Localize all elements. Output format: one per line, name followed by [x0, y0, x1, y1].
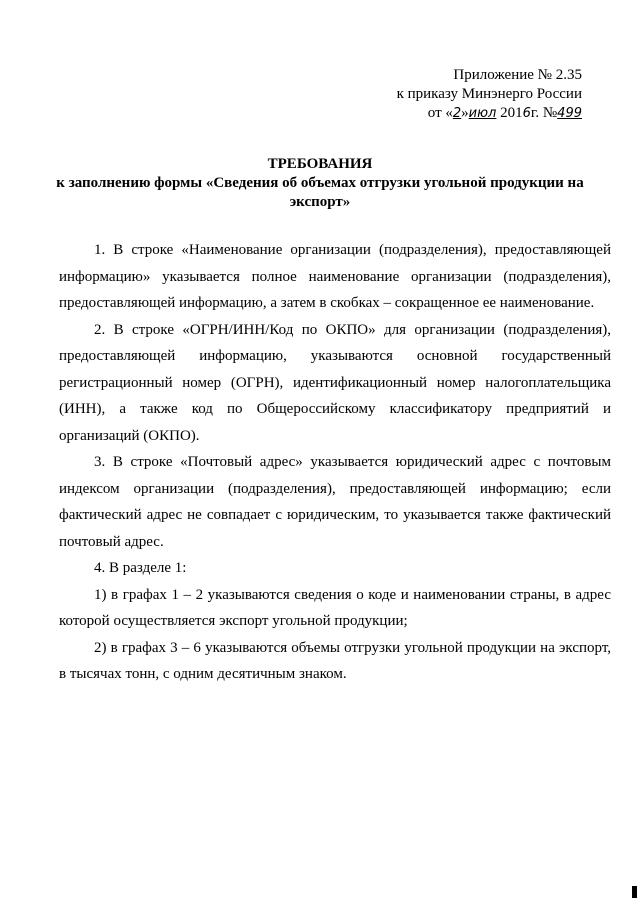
appendix-header: [397, 66, 582, 123]
date-suffix: г. №: [530, 105, 558, 121]
date-prefix: от «: [427, 105, 453, 121]
appendix-number: Приложение № 2.35: [453, 67, 582, 83]
paragraph-2: 2. В строке «ОГРН/ИНН/Код по ОКПО» для организации (подразделения), предоставляющей информацию, указываются основной государственный регистрационный номер (ОГРН), идентификационный номер налогоплательщика (ИНН), а также код по Общероссийскому классификатору предприятий и организаций (ОКПО).: [59, 321, 611, 444]
title-main: ТРЕБОВАНИЯ: [267, 156, 373, 172]
document-body: [59, 237, 611, 688]
order-date-line: [397, 104, 582, 123]
handwritten-order-number: 499: [557, 106, 582, 121]
paragraph-1: 1. В строке «Наименование организации (подразделения), предоставляющей информацию» указывается полное наименование организации (подразделения), предоставляющей информацию, а затем в скобках – сокращенное ее наименование.: [59, 242, 611, 311]
scan-edge-mark: [632, 886, 637, 898]
paragraph-4-item-1: 1) в графах 1 – 2 указываются сведения о коде и наименовании страны, в адрес которой осуществляется экспорт угольной продукции;: [59, 586, 611, 629]
handwritten-day: 2: [452, 106, 462, 121]
date-mid: »: [461, 105, 469, 121]
title-subtitle: к заполнению формы «Сведения об объемах отгрузки угольной продукции на экспорт»: [56, 175, 584, 210]
document-title: [40, 155, 600, 212]
handwritten-month: июл: [468, 106, 497, 121]
handwritten-year-digit: 6: [522, 106, 531, 121]
paragraph-4: 4. В разделе 1:: [94, 560, 187, 576]
paragraph-4-item-2: 2) в графах 3 – 6 указываются объемы отгрузки угольной продукции на экспорт, в тысячах тонн, с одним десятичным знаком.: [59, 639, 611, 682]
paragraph-3: 3. В строке «Почтовый адрес» указывается юридический адрес с почтовым индексом организации (подразделения), предоставляющей информацию; если фактический адрес не совпадает с юридическим, то указывается также фактический почтовый адрес.: [59, 454, 611, 550]
order-reference: к приказу Минэнерго России: [396, 86, 582, 102]
date-year-prefix: 201: [496, 105, 523, 121]
